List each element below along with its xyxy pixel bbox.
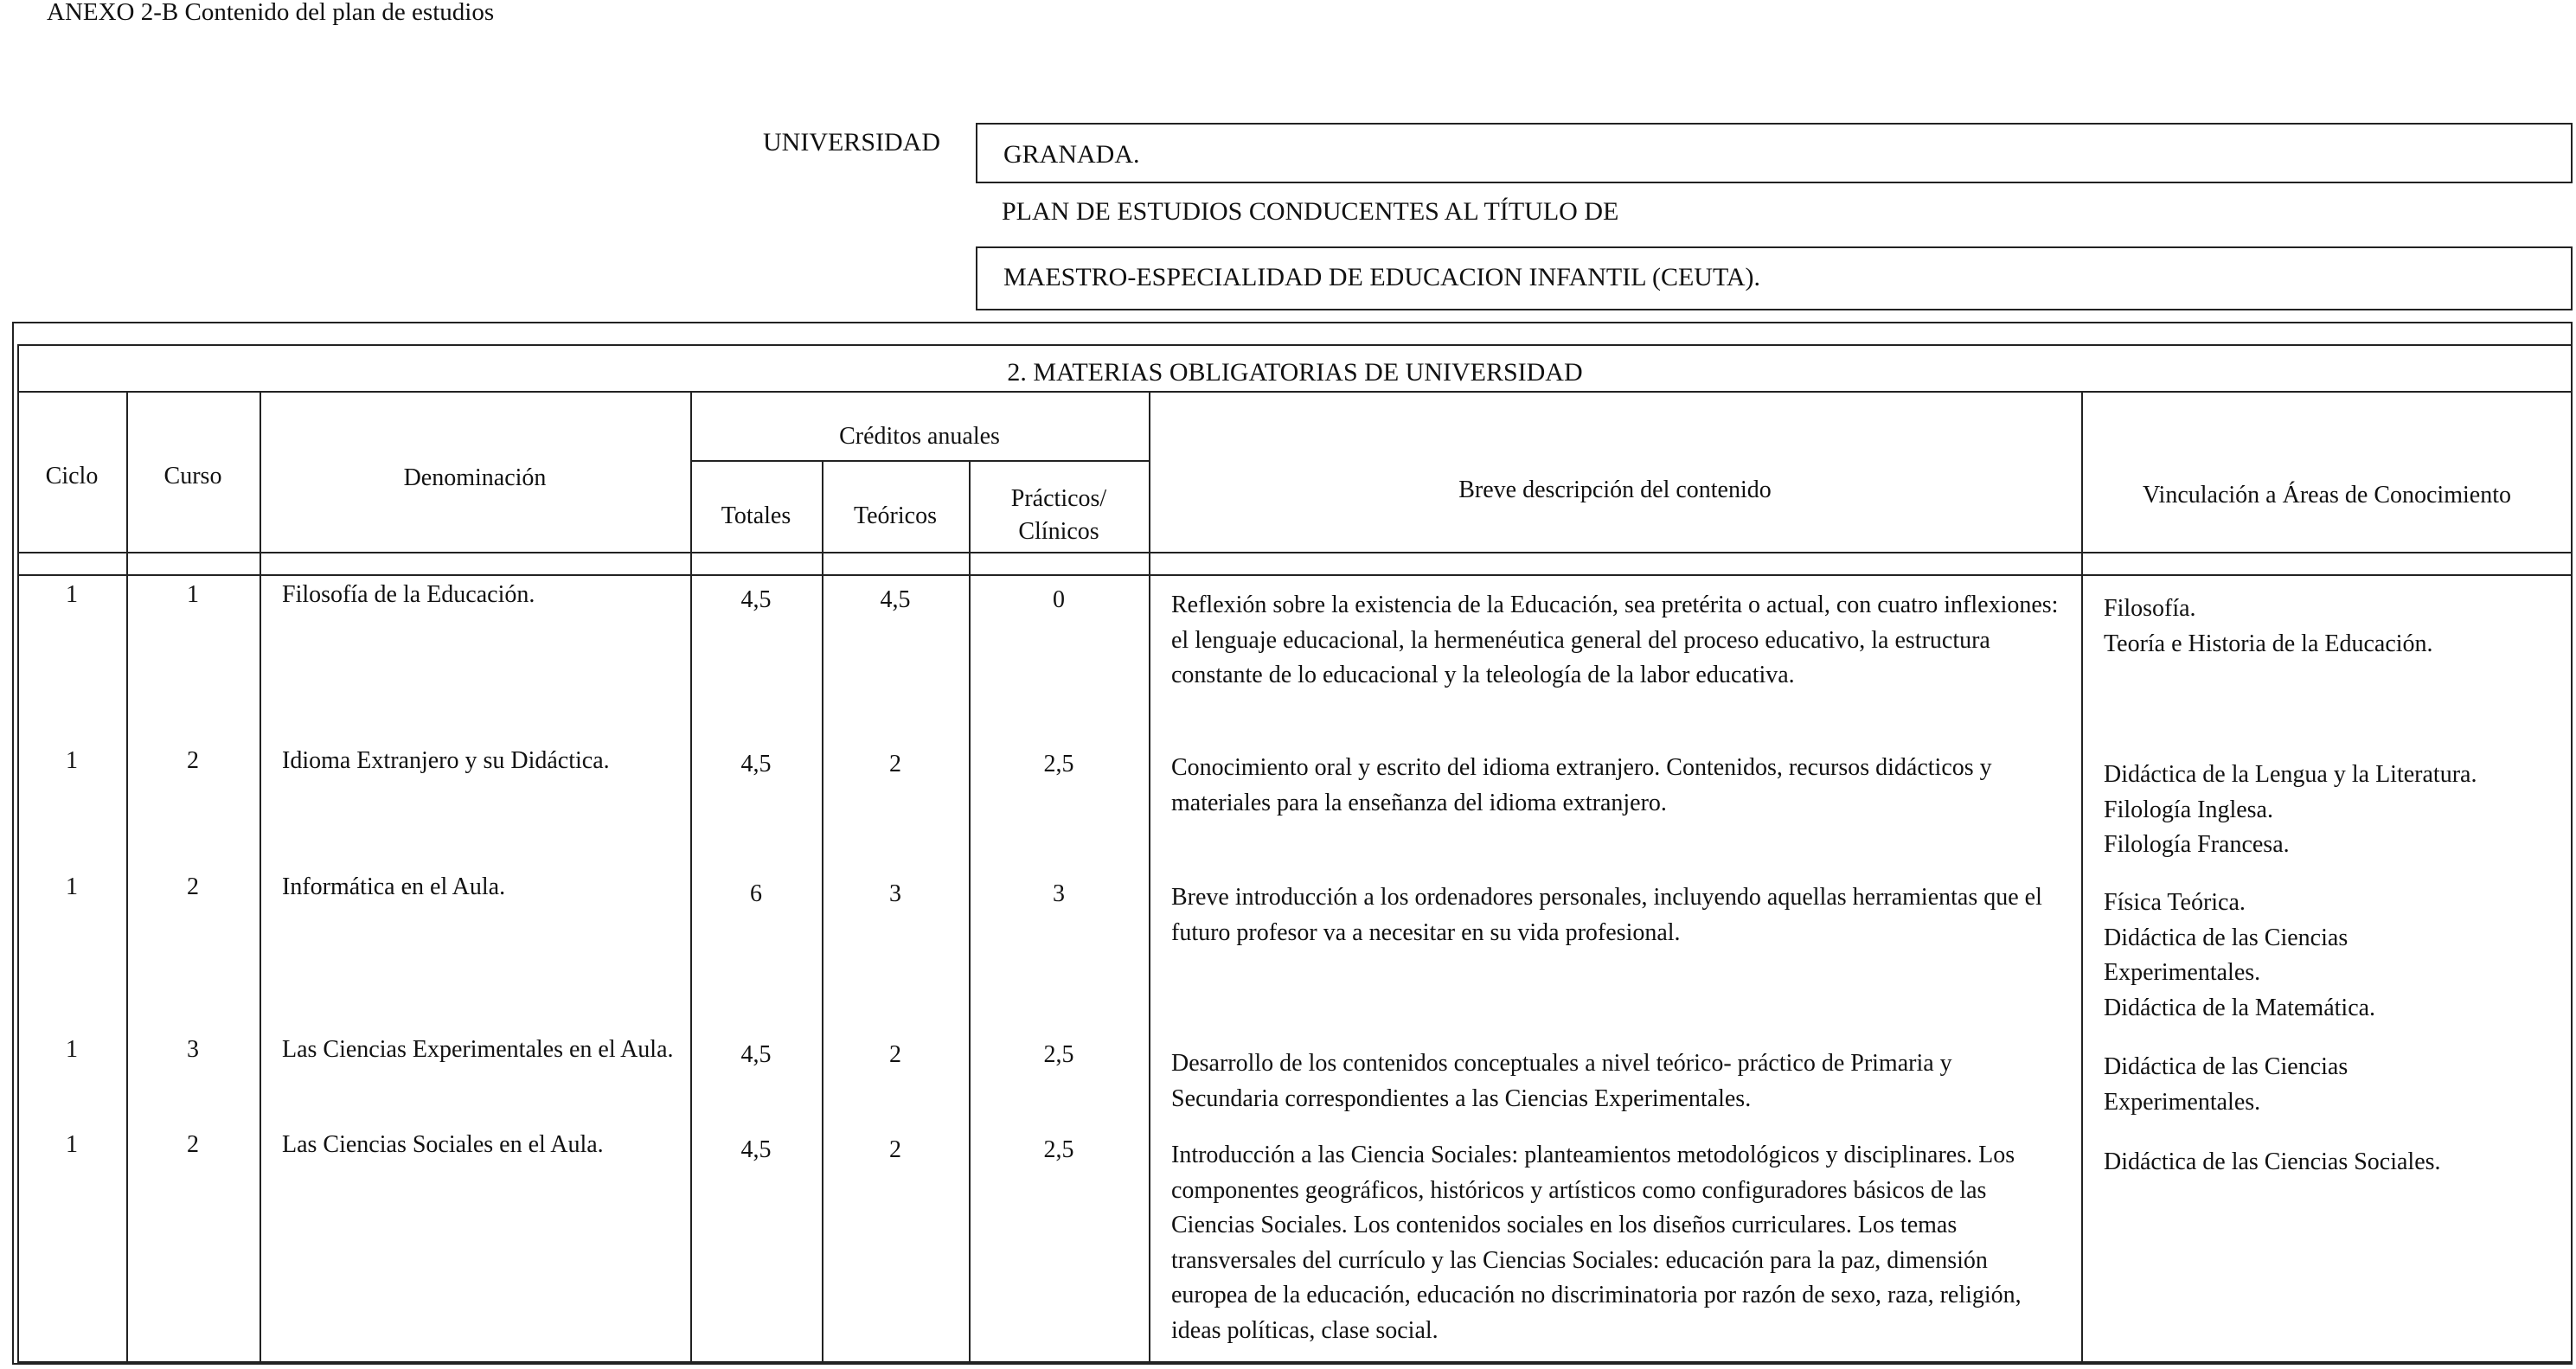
cell-teoricos: 2	[889, 1136, 901, 1163]
divider	[17, 574, 2573, 576]
university-label: UNIVERSIDAD	[763, 128, 940, 157]
cell-teoricos: 2	[889, 1041, 901, 1068]
cell-practicos: 2,5	[1043, 1041, 1074, 1068]
header-denominacion: Denominación	[403, 464, 547, 491]
divider	[2081, 391, 2083, 1363]
cell-practicos: 0	[1053, 586, 1065, 613]
cell-vinculacion: Didáctica de las Ciencias Experimentales.	[2104, 1053, 2349, 1116]
cell-vinculacion: Física Teórica. Didáctica de las Ciencias Experimentales. Didáctica de la Matemática.	[2104, 889, 2376, 1021]
cell-descripcion: Desarrollo de los contenidos conceptuales a nivel teórico- práctico de Primaria y Secundaria correspondientes a las Ciencias Experimentales.	[1171, 1050, 1952, 1112]
divider	[690, 460, 1149, 462]
cell-ciclo: 1	[66, 873, 78, 900]
divider	[1149, 391, 1150, 1363]
cell-denominacion: Filosofía de la Educación.	[282, 581, 535, 608]
cell-ciclo: 1	[66, 1036, 78, 1063]
cell-ciclo: 1	[66, 581, 78, 608]
cell-totales: 4,5	[740, 1136, 772, 1163]
cell-curso: 2	[187, 873, 199, 900]
cell-ciclo: 1	[66, 1131, 78, 1158]
cell-descripcion: Conocimiento oral y escrito del idioma extranjero. Contenidos, recursos didácticos y materiales para la enseñanza del idioma extranjero.	[1171, 754, 1992, 816]
cell-descripcion: Reflexión sobre la existencia de la Educación, sea pretérita o actual, con cuatro inflexiones: el lenguaje educacional, la hermenéutica general del proceso educativo, la estructura constante de lo educacional y la teleología de la labor educativa.	[1171, 592, 2059, 689]
cell-descripcion: Introducción a las Ciencia Sociales: planteamientos metodológicos y disciplinares. Los componentes geográficos, históricos y artísticos como configuradores básicos de las Ciencias Sociales. Los contenidos sociales en los diseños curriculares. Los temas transversales del currículo y las Ciencias Sociales: educación para la paz, dimensión europea de la educación, educación no discriminatoria por razón de sexo, raza, religión, ideas políticas, clase social.	[1171, 1142, 2022, 1344]
cell-practicos: 2,5	[1043, 1136, 1074, 1163]
cell-vinculacion: Didáctica de las Ciencias Sociales.	[2104, 1148, 2441, 1175]
header-creditos: Créditos anuales	[839, 423, 1000, 450]
section-title: 2. MATERIAS OBLIGATORIAS DE UNIVERSIDAD	[1007, 358, 1583, 387]
cell-totales: 4,5	[740, 1041, 772, 1068]
header-totales: Totales	[721, 502, 791, 529]
cell-descripcion: Breve introducción a los ordenadores personales, incluyendo aquellas herramientas que el futuro profesor va a necesitar en su vida profesional.	[1171, 884, 2042, 946]
cell-curso: 1	[187, 581, 199, 608]
cell-vinculacion: Didáctica de la Lengua y la Literatura. Filología Inglesa. Filología Francesa.	[2104, 761, 2477, 859]
divider	[260, 391, 261, 1363]
university-field: GRANADA.	[976, 123, 2573, 183]
cell-practicos: 3	[1053, 880, 1065, 907]
cell-totales: 6	[750, 880, 762, 907]
annex-title: ANEXO 2-B Contenido del plan de estudios	[47, 0, 495, 26]
cell-practicos: 2,5	[1043, 751, 1074, 777]
header-ciclo: Ciclo	[45, 463, 99, 489]
header-teoricos: Teóricos	[853, 502, 937, 529]
cell-teoricos: 3	[889, 880, 901, 907]
divider	[17, 391, 2573, 393]
cell-vinculacion: Filosofía. Teoría e Historia de la Educación.	[2104, 595, 2433, 657]
cell-denominacion: Informática en el Aula.	[282, 873, 506, 900]
degree-field: MAESTRO-ESPECIALIDAD DE EDUCACION INFANTIL (CEUTA).	[976, 246, 2573, 310]
plan-label: PLAN DE ESTUDIOS CONDUCENTES AL TÍTULO DE	[1002, 197, 1619, 226]
cell-curso: 3	[187, 1036, 199, 1063]
header-curso: Curso	[163, 463, 222, 489]
header-practicos: Prácticos/ Clínicos	[1010, 485, 1107, 545]
header-descripcion: Breve descripción del contenido	[1458, 477, 1772, 503]
cell-totales: 4,5	[740, 586, 772, 613]
cell-totales: 4,5	[740, 751, 772, 777]
cell-ciclo: 1	[66, 747, 78, 774]
cell-denominacion: Las Ciencias Experimentales en el Aula.	[282, 1036, 674, 1063]
cell-teoricos: 2	[889, 751, 901, 777]
cell-curso: 2	[187, 1131, 199, 1158]
cell-teoricos: 4,5	[880, 586, 911, 613]
cell-denominacion: Las Ciencias Sociales en el Aula.	[282, 1131, 604, 1158]
divider	[17, 552, 2573, 553]
cell-curso: 2	[187, 747, 199, 774]
header-vinculacion: Vinculación a Áreas de Conocimiento	[2143, 482, 2511, 509]
cell-denominacion: Idioma Extranjero y su Didáctica.	[282, 747, 610, 774]
